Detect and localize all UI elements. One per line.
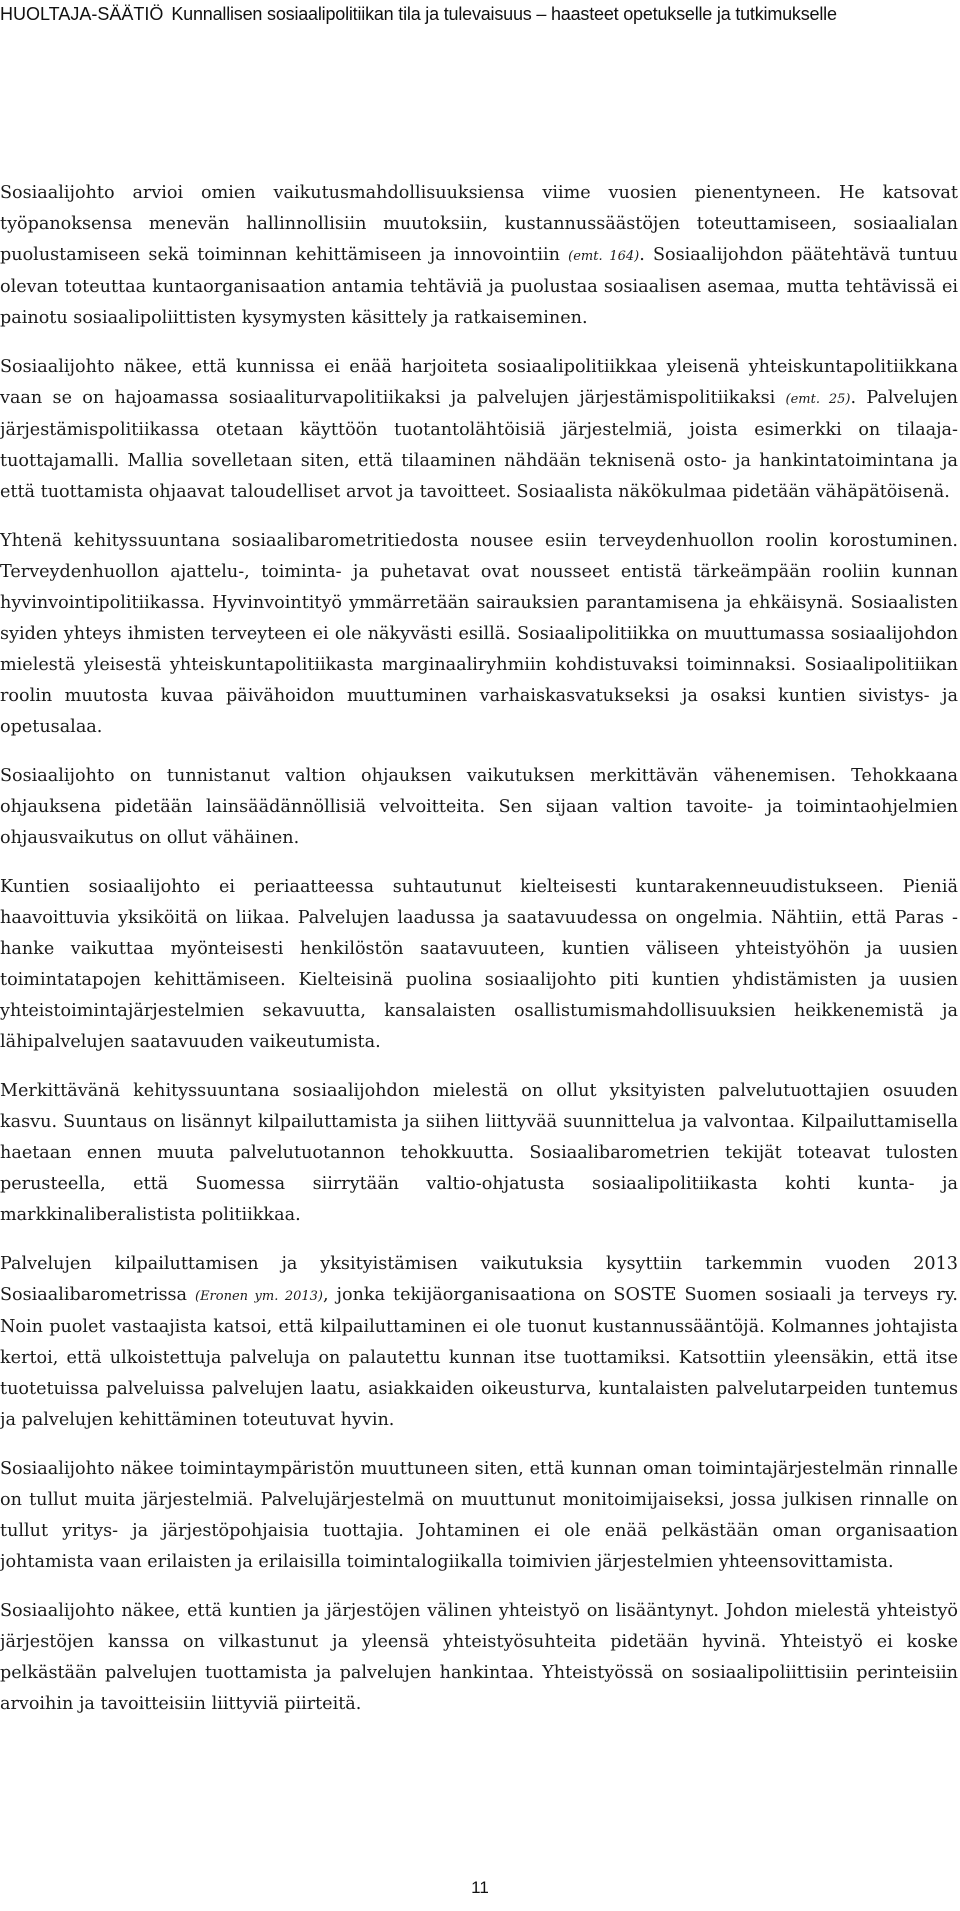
paragraph-text: Sosiaalijohto näkee, että kunnissa ei enää harjoiteta sosiaalipolitiikkaa yleisenä yhteiskuntapolitiikkana vaan se on hajoamassa sosiaaliturvapolitiikaksi ja palvelujen järjestämispolitiikaksi xyxy=(0,357,958,408)
running-header xyxy=(0,4,837,25)
paragraph: Kuntien sosiaalijohto ei periaatteessa suhtautunut kielteisesti kuntarakenneuudistukseen. Pieniä haavoittuvia yksiköitä on liikaa. Palvelujen laadussa ja saatavuudessa on ongelmia. Nähtiin, että Paras -hanke vaikuttaa myönteisesti henkilöstön saatavuuteen, kuntien väliseen yhteistyöhön ja uusien toimintatapojen kehittämiseen. Kielteisinä puolina sosiaalijohto piti kuntien yhdistämisten ja uusien yhteistoimintajärjestelmien sekavuutta, kansalaisten osallistumismahdollisuuksien heikkenemistä ja lähipalvelujen saatavuuden vaikeutumista. xyxy=(0,877,958,1052)
paragraph: Sosiaalijohto näkee toimintaympäristön muuttuneen siten, että kunnan oman toimintajärjestelmän rinnalle on tullut muita järjestelmiä. Palvelujärjestelmä on muuttunut monitoimijaiseksi, jossa julkisen rinnalle on tullut yritys- ja järjestöpohjaisia tuottajia. Johtaminen ei ole enää pelkästään oman organisaation johtamista vaan erilaisten ja erilaisilla toimintalogiikalla toimivien järjestelmien yhteensovittamista. xyxy=(0,1459,958,1572)
citation: (emt. 164) xyxy=(568,249,640,264)
body-text xyxy=(0,178,958,1738)
paragraph-text: . Palvelujen järjestämispolitiikassa otetaan käyttöön tuotantolähtöisiä järjestelmiä, joista esimerkki on tilaaja-tuottajamalli. Mallia sovelletaan siten, että tilaaminen nähdään teknisenä osto- ja hankintatoimintana ja että tuottamista ohjaavat taloudelliset arvot ja tavoitteet. Sosiaalista näkökulmaa pidetään vähäpätöisenä. xyxy=(0,388,959,502)
citation: (Eronen ym. 2013) xyxy=(195,1289,323,1304)
paragraph-text: . Sosiaalijohdon päätehtävä tuntuu olevan toteuttaa kuntaorganisaation antamia tehtäviä ja puolustaa sosiaalisen asemaa, mutta tehtävissä ei painotu sosiaalipoliittisten kysymysten käsittely ja ratkaiseminen. xyxy=(0,245,958,328)
paragraph-text: Sosiaalijohto arvioi omien vaikutusmahdollisuuksiensa viime vuosien pienentyneen. He katsovat työpanoksensa menevän hallinnollisiin muutoksiin, kustannussäästöjen toteuttamiseen, sosiaalialan puolustamiseen sekä toiminnan kehittämiseen ja innovointiin xyxy=(0,183,958,265)
paragraph: Yhtenä kehityssuuntana sosiaalibarometritiedosta nousee esiin terveydenhuollon roolin korostuminen. Terveydenhuollon ajattelu-, toiminta- ja puhetavat ovat nousseet entistä tärkeämpään rooliin kunnan hyvinvointipolitiikassa. Hyvinvointityö ymmärretään sairauksien parantamisena ja ehkäisynä. Sosiaalisten syiden yhteys ihmisten terveyteen ei ole näkyvästi esillä. Sosiaalipolitiikka on muuttumassa sosiaalijohdon mielestä yleisestä yhteiskuntapolitiikasta marginaaliryhmiin kohdistuvaksi toiminnaksi. Sosiaalipolitiikan roolin muutosta kuvaa päivähoidon muuttuminen varhaiskasvatukseksi ja osaksi kuntien sivistys- ja opetusalaa. xyxy=(0,531,958,737)
paragraph xyxy=(0,352,958,508)
citation: (emt. 25) xyxy=(785,392,851,407)
header-publication-title: Kunnallisen sosiaalipolitiikan tila ja tulevaisuus – haasteet opetukselle ja tutkimukselle xyxy=(171,4,837,24)
paragraph: Sosiaalijohto on tunnistanut valtion ohjauksen vaikutuksen merkittävän vähenemisen. Tehokkaana ohjauksena pidetään lainsäädännöllisiä velvoitteita. Sen sijaan valtion tavoite- ja toimintaohjelmien ohjausvaikutus on ollut vähäinen. xyxy=(0,766,958,848)
header-organization: HUOLTAJA-SÄÄTIÖ xyxy=(0,4,164,24)
paragraph-text: , jonka tekijäorganisaationa on SOSTE Suomen sosiaali ja terveys ry. Noin puolet vastaajista katsoi, että kilpailuttaminen ei ole tuonut kustannussääntöjä. Kolmannes johtajista kertoi, että ulkoistettuja palveluja on palautettu kunnan itse tuottamiksi. Katsottiin yleensäkin, että itse tuotetuissa palveluissa palvelujen laatu, asiakkaiden oikeusturva, kuntalaisten palvelutarpeiden tuntemus ja palvelujen kehittäminen toteutuvat hyvin. xyxy=(0,1285,958,1430)
paragraph xyxy=(0,1249,958,1436)
page-number: 11 xyxy=(471,1878,489,1897)
paragraph: Sosiaalijohto näkee, että kuntien ja järjestöjen välinen yhteistyö on lisääntynyt. Johdon mielestä yhteistyö järjestöjen kanssa on vilkastunut ja yleensä yhteistyösuhteita pidetään hyvinä. Yhteistyö ei koske pelkästään palvelujen tuottamista ja palvelujen hankintaa. Yhteistyössä on sosiaalipoliittisiin perinteisiin arvoihin ja tavoitteisiin liittyviä piirteitä. xyxy=(0,1601,958,1714)
paragraph-text: Palvelujen kilpailuttamisen ja yksityistämisen vaikutuksia kysyttiin tarkemmin vuoden 2013 Sosiaalibarometrissa xyxy=(0,1254,958,1305)
paragraph xyxy=(0,178,958,334)
paragraph: Merkittävänä kehityssuuntana sosiaalijohdon mielestä on ollut yksityisten palvelutuottajien osuuden kasvu. Suuntaus on lisännyt kilpailuttamista ja siihen liittyvää suunnittelua ja valvontaa. Kilpailuttamisella haetaan ennen muuta palvelutuotannon tehokkuutta. Sosiaalibarometrien tekijät toteavat tulosten perusteella, että Suomessa siirrytään valtio-ohjatusta sosiaalipolitiikasta kohti kunta- ja markkinaliberalistista politiikkaa. xyxy=(0,1081,958,1225)
